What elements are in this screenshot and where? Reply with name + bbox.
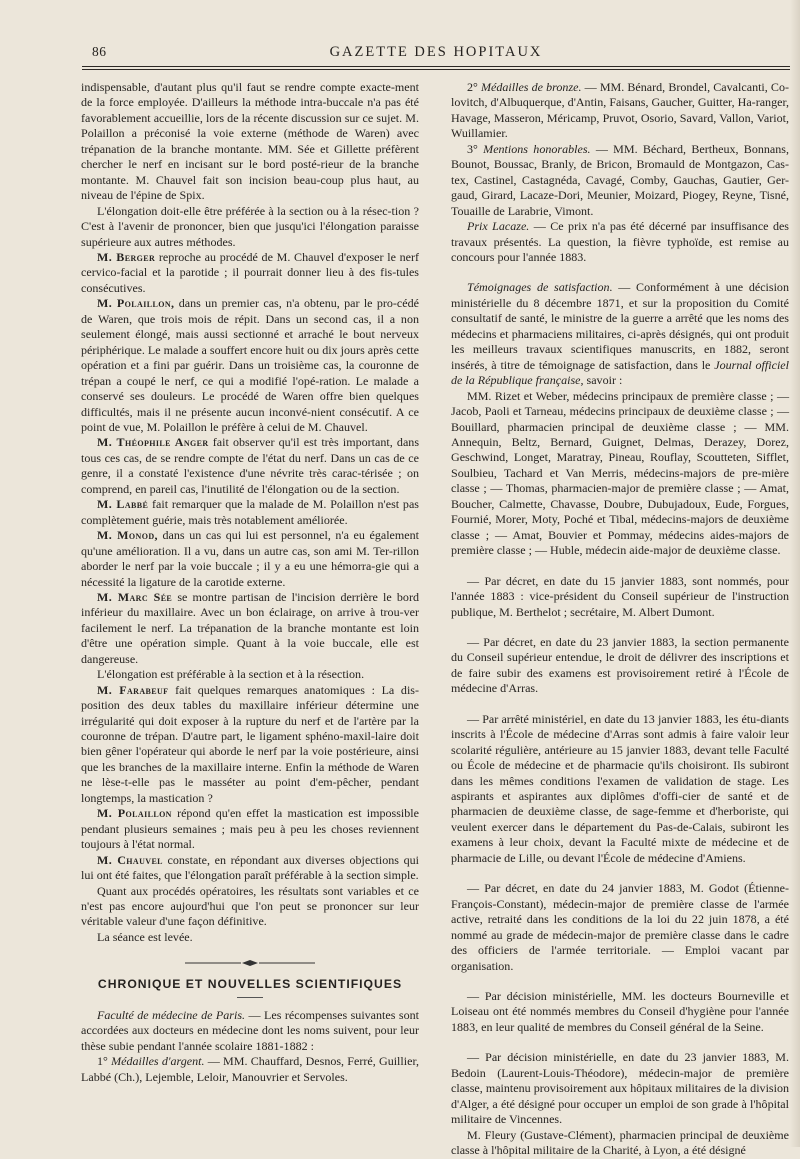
paragraph: [81, 1008, 419, 1054]
italic-lead: Témoignages de satisfaction.: [467, 280, 613, 295]
paragraph: [451, 280, 789, 388]
italic-lead: Prix Lacaze.: [467, 219, 530, 234]
paragraph: [81, 250, 419, 296]
speaker-name: M. Théophile Anger: [97, 435, 209, 450]
paragraph: — Par arrêté ministériel, en date du 13 janvier 1883, les étu-diants inscrits à l'École de médecine d'Arras sont admis à faire valoir leur scolarité régulière, antérieure au 15 janvier 1883, devant telle Faculté ou École de médecine et de pharmacie qu'ils choisiront. Ils subiront dans les mêmes conditions l'examen de validation de stage. Les aspirants et aspirantes aux diplômes d'offi-cier de santé et de pharmacien de deuxième classe, de sage-femme et d'herboriste, qui veulent exercer dans le département du Pas-de-Calais, subiront les examens à leur choix, devant la Faculté mixte de médecine et de pharmacie de Lille, ou devant l'École de médecine d'Amiens.: [451, 711, 789, 865]
paragraph: [451, 80, 789, 142]
paragraph-text: fait observer qu'il est très important, dans tous ces cas, de se rendre compte de l'état du nerf. Dans un cas de ce genre, il a constaté l'existence d'une névrite très carac-térisée ; on comprend, en pareil cas, l'inutilité de l'élongation ou de la section.: [81, 435, 420, 496]
paragraph: [451, 219, 789, 265]
paragraph-text: répond qu'en effet la mastication est impossible pendant plusieurs semaines ; mais peu à peu les choses reviennent toujours à l'état normal.: [81, 806, 419, 852]
separator-ornament-icon: [185, 959, 315, 967]
ornamental-separator: [81, 953, 419, 973]
paragraph: [81, 590, 419, 667]
paragraph: La séance est levée.: [97, 929, 193, 944]
paragraph: [81, 435, 419, 497]
paragraph-text: reproche au procédé de M. Chauvel d'exposer le nerf cervico-facial et la parotide ; il pourrait donner lieu à des fis-tules consécutives.: [81, 249, 419, 295]
paragraph-text: — Conformément à une décision ministérielle du 8 décembre 1871, et sur la proposition du Comité consultatif de santé, le ministre de la guerre a arrêté que les noms des médecins et pharmaciens militaires, ci-après désignés, qui ont produit les meilleurs travaux scientifiques manuscrits, en 1882, seront insérés, à titre de témoignage de satisfaction, dans le: [451, 280, 789, 372]
list-marker: 1°: [97, 1054, 112, 1069]
section-rule: [237, 997, 263, 998]
speaker-name: M. Chauvel: [97, 852, 163, 867]
paragraph-text: constate, en répondant aux diverses objections qui lui ont été faites, que l'élongation paraît préférable à la section simple.: [81, 852, 419, 883]
speaker-name: M. Labbé: [97, 497, 149, 512]
header-rule-top: [82, 66, 790, 67]
italic-lead: Faculté de médecine de Paris.: [97, 1007, 246, 1022]
paragraph: [81, 296, 419, 435]
speaker-name: M. Polaillon: [97, 806, 172, 821]
paragraph: [81, 853, 419, 884]
paragraph-text: savoir :: [583, 373, 623, 388]
speaker-name: M. Berger: [97, 249, 156, 264]
speaker-name: M. Polaillon,: [97, 296, 175, 311]
paragraph: [81, 1054, 419, 1085]
paragraph: [81, 528, 419, 590]
header-rule-bottom: [82, 69, 790, 70]
paragraph-text: — Les récompenses suivantes sont accordées aux docteurs en médecine dont les noms suivent, pour leur thèse subie pendant l'année scolaire 1881-1882 :: [81, 1007, 419, 1053]
page-edge: [790, 0, 800, 1147]
list-marker: 2°: [467, 80, 481, 94]
paragraph: [81, 806, 419, 852]
paragraph: — Par décision ministérielle, en date du 23 janvier 1883, M. Bedoin (Laurent-Louis-Théodore), médecin-major de première classe, maintenu provisoirement aux hôpitaux militaires de la division d'Alger, a été désigné pour occuper un emploi de son grade à l'hôpital militaire de Vincennes.: [451, 1050, 789, 1127]
paragraph-text: — MM. Béchard, Bertheux, Bonnans, Bounot, Boussac, Branly, de Bricon, Bromauld de Montgazon, Cas-tex, Castinel, Castagnéda, Cavagé, Comby, Gauchas, Gautier, Ger-gaud, Girard, Lacaze-Dori, Meunier, Moizard, Piogey, Reyne, Tisné, Touaille de Larabrie, Vimont.: [451, 141, 789, 218]
running-header: [82, 44, 790, 64]
paragraph: L'élongation doit-elle être préférée à la section ou à la résec-tion ? C'est à l'avenir de prononcer, bien que jusqu'ici l'élongation paraisse supérieure aux autres méthodes.: [81, 203, 419, 249]
italic-journal: Journal officiel de la République française,: [451, 357, 789, 388]
speaker-name: M. Marc Sée: [97, 589, 173, 604]
paragraph-text: fait remarquer que la malade de M. Polaillon n'est pas complètement guérie, mais très notablement améliorée.: [81, 497, 419, 527]
paragraph-text: dans un cas qui lui est personnel, n'a eu également qu'une amélioration. Il a vu, dans un autre cas, son ami M. Ter-rillon aborder le nerf par la voie buccale ; il y a eu une hémorra-gie qui a nécessité la ligature de la carotide externe.: [81, 528, 419, 589]
paragraph-text: — MM. Chauffard, Desnos, Ferré, Guillier, Labbé (Ch.), Lejemble, Leloir, Manouvrier et Servoles.: [81, 1054, 419, 1084]
italic-lead: Médailles de bronze.: [480, 80, 582, 94]
paragraph: — Par décret, en date du 24 janvier 1883, M. Godot (Étienne-François-Constant), médecin-major de première classe de l'armée active, retraité dans les conditions de la loi du 22 juin 1878, a été nommé au grade de médecin-major de première classe dans le cadre des officiers de l'armée territoriale. — Emploi vacant par organisation.: [451, 881, 789, 973]
paragraph: [451, 142, 789, 219]
left-column: [81, 80, 419, 1085]
running-title: GAZETTE DES HOPITAUX: [329, 44, 543, 60]
speaker-name: M. Farabeuf: [97, 682, 169, 697]
section-title: CHRONIQUE ET NOUVELLES SCIENTIFIQUES: [97, 977, 403, 992]
paragraph: M. Fleury (Gustave-Clément), pharmacien principal de deuxième classe à l'hôpital militaire de la Charité, à Lyon, a été désigné: [451, 1127, 789, 1158]
paragraph: — Par décret, en date du 23 janvier 1883, la section permanente du Conseil supérieur entendue, le droit de délivrer des inscriptions et de faire subir des examens est provisoirement retiré à l'École de médecine d'Arras.: [451, 634, 789, 696]
page-number: 86: [92, 44, 107, 59]
paragraph-text: se montre partisan de l'incision derrière le bord inférieur du maxillaire. Avec un bon éclairage, on arrive à trou-ver facilement le nerf. La trépanation de la branche montante est loin d'être une opération simple. Quant à la voie buccale, elle est dangereuse.: [81, 589, 419, 666]
right-column: [451, 80, 789, 1159]
list-marker: 3°: [467, 141, 484, 156]
paragraph: MM. Rizet et Weber, médecins principaux de première classe ; — Jacob, Paoli et Tarneau, médecins principaux de deuxième classe ; — Bouillard, pharmacien principal de deuxième classe ; — MM. Annequin, Beltz, Bernard, Guignet, Delmas, Derazey, Dorez, Geschwind, Longet, Maratray, Pineau, Rouflay, Scoutteten, Sifflet, Soulbieu, Tachard et Van Merris, médecins-majors de pre-mière classe ; — Thomas, pharmacien-major de première classe ; — Amat, Boucher, Calmette, Chavasse, Doubre, Dubujadoux, Eude, Forgues, Fournié, Morer, Moty, Poché et Tibal, médecins-majors de deuxième classe ; — Amat, Bouvier et Pommay, médecins aides-majors de première classe ; — Huble, médecin aide-major de deuxième classe.: [451, 388, 789, 558]
paragraph: L'élongation est préférable à la section et à la résection.: [97, 667, 365, 682]
paragraph: [81, 683, 419, 807]
paragraph-text: — Ce prix n'a pas été décerné par insuffisance des travaux présentés. La question, la fièvre typhoïde, est remise au concours pour l'année 1883.: [451, 219, 789, 264]
speaker-name: M. Monod,: [97, 528, 158, 543]
paragraph: Quant aux procédés opératoires, les résultats sont variables et ce n'est pas encore aujourd'hui que l'on peut se prononcer sur leur véritable valeur d'une façon définitive.: [81, 883, 419, 929]
paragraph: — Par décret, en date du 15 janvier 1883, sont nommés, pour l'année 1883 : vice-président du Conseil supérieur de l'instruction publique, M. Berthelot ; secrétaire, M. Albert Dumont.: [451, 573, 789, 619]
paragraph: indispensable, d'autant plus qu'il faut se rendre compte exacte-ment de la force employée. D'ailleurs la méthode intra-buccale n'a pas été favorablement accueillie, lors de la récente discussion sur ce sujet. M. Polaillon a préconisé la voie externe (méthode de Waren) avec trépanation de la branche montante. MM. Sée et Gillette préfèrent chercher le nerf en incisant sur le bord posté-rieur de la branche montante. M. Chauvel fait son incision beau-coup plus haut, au niveau de l'épine de Spix.: [81, 80, 419, 203]
paragraph: — Par décision ministérielle, MM. les docteurs Bourneville et Loiseau ont été nommés membres du Conseil d'hygiène pour l'année 1883, en leur qualité de membres du Conseil général de la Seine.: [451, 989, 789, 1034]
italic-lead: Médailles d'argent.: [111, 1054, 205, 1069]
paragraph-text: dans un premier cas, n'a obtenu, par le pro-cédé de Waren, que trois mois de répit. Dans un second cas, il a non seulement élongé, mais aussi sectionné et arraché le bout nerveux périphérique. Le malade a souffert encore huit ou dix jours après cette opération et a fini par guérir. Dans un troisième cas, la couronne de trépan a coupé le nerf, ce qui a modifié l'opé-ration. Le malade a conservé ses douleurs. Le procédé de Waren offre bien quelques difficultés, mais il ne présente aucun inconvé-nient consécutif. A ce point de vue, M. Polaillon le préfère à celui de M. Chauvel.: [81, 296, 419, 434]
italic-lead: Mentions honorables.: [483, 141, 591, 156]
paragraph-text: — MM. Bénard, Brondel, Cavalcanti, Co-lovitch, d'Albuquerque, d'Antin, Faisans, Gaucher, Guitter, Ha-ranger, Havage, Masseron, Méricamp, Pruvot, Osorio, Savard, Vallon, Variot, Wuillamier.: [451, 80, 789, 141]
paragraph-text: fait quelques remarques anatomiques : La dis-position des deux tables du maxillaire inférieur détermine une irrégularité qui doit exposer à la rupture du nerf et de l'artère par la couronne de trépan. D'autre part, le ligament sphéno-maxil-laire doit bien gêner l'opérateur qui aborde le nerf par la voie postérieure, ainsi que les branches de la maxillaire interne. Enfin la méthode de Waren ne lèse-t-elle pas le masséter au point d'em-pêcher, pendant longtemps, la mastication ?: [81, 682, 419, 805]
paragraph: [81, 497, 419, 528]
